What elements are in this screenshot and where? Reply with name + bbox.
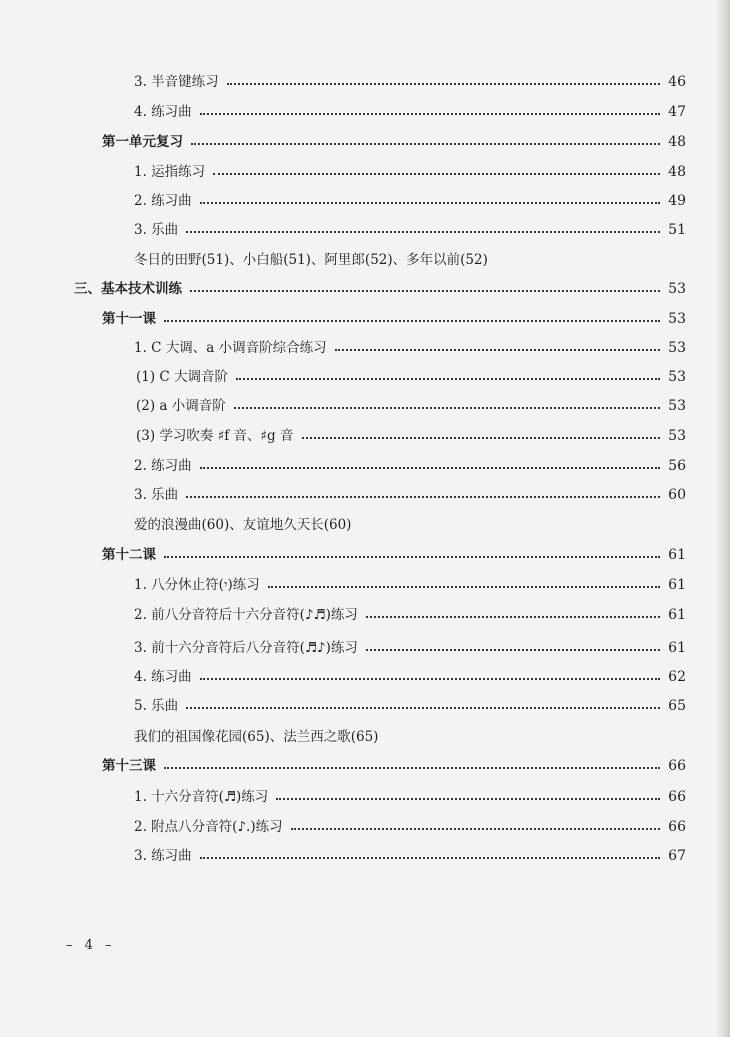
dot-leader [234,407,660,409]
dot-leader [291,828,660,830]
toc-entry-page: 53 [668,428,686,444]
dot-leader [164,767,660,769]
toc-section-entry[interactable] [102,131,686,153]
dot-leader [200,857,660,859]
dot-leader [302,437,661,439]
toc-entry-page: 61 [668,547,686,563]
dot-leader [366,616,660,618]
page-folio: – 4 – [66,938,116,953]
toc-chapter-entry[interactable] [74,278,686,300]
toc-entry[interactable] [134,337,686,359]
dot-leader [276,798,660,800]
toc-entry-label: 3. 乐曲 [134,222,179,238]
toc-entry[interactable] [134,484,686,506]
toc-entry-page: 60 [668,487,686,503]
toc-entry-label: 3. 乐曲 [134,487,179,503]
dot-leader [213,173,660,175]
toc-entry-label: 2. 练习曲 [134,193,192,209]
toc-entry-page: 49 [668,193,686,209]
page-spine-shadow [716,0,730,1037]
toc-entry-page: 66 [668,819,686,835]
toc-entry-page: 67 [668,848,686,864]
dot-leader [366,649,660,651]
toc-entry-page: 51 [668,222,686,238]
toc-entry-label: 3. 半音键练习 [134,74,219,90]
dot-leader [236,378,660,380]
toc-entry-page: 47 [668,104,686,120]
toc-entry-page: 48 [668,134,686,150]
toc-entry[interactable] [134,190,686,212]
toc-entry-label: 第十二课 [102,547,156,563]
toc-entry[interactable] [134,455,686,477]
toc-entry-label: 三、基本技术训练 [74,281,182,297]
dot-leader [191,143,660,145]
toc-entry[interactable] [134,786,686,808]
toc-entry-page: 53 [668,311,686,327]
toc-entry-label: (1) C 大调音阶 [136,369,229,385]
toc-entry-label: 5. 乐曲 [134,698,179,714]
toc-entry[interactable] [134,666,686,688]
toc-entry-page: 61 [668,640,686,656]
toc-entry-label: 2. 练习曲 [134,458,192,474]
dot-leader [335,349,660,351]
toc-entry-label: 2. 附点八分音符(♪.)练习 [134,819,283,835]
toc-entry-label: (3) 学习吹奏 ♯f 音、♯g 音 [136,428,294,444]
toc-section-entry[interactable] [102,308,686,330]
toc-entry[interactable] [134,845,686,867]
toc-entry-page: 66 [668,789,686,805]
dot-leader [200,202,660,204]
toc-entry[interactable] [134,637,686,659]
dot-leader [200,467,660,469]
dot-leader [227,83,660,85]
toc-entry-page: 61 [668,577,686,593]
toc-entry-label: 2. 前八分音符后十六分音符(♪♬)练习 [134,607,358,623]
toc-entry-label: 1. 十六分音符(♬)练习 [134,789,269,805]
toc-entry[interactable] [136,366,686,388]
toc-section-entry[interactable] [102,544,686,566]
toc-section-entry[interactable] [102,755,686,777]
toc-entry[interactable] [134,101,686,123]
dot-leader [186,231,660,233]
dot-leader [268,586,660,588]
dot-leader [190,290,660,292]
toc-entry-page: 46 [668,74,686,90]
toc-entry[interactable] [134,219,686,241]
toc-entry[interactable] [134,604,686,626]
toc-entry[interactable] [134,71,686,93]
toc-entry-page: 65 [668,698,686,714]
toc-entry[interactable] [134,816,686,838]
toc-entry-label: 3. 练习曲 [134,848,192,864]
toc-entry-page: 53 [668,398,686,414]
dot-leader [164,320,660,322]
toc-entry-label: (2) a 小调音阶 [136,398,226,414]
toc-entry[interactable] [134,695,686,717]
toc-entry[interactable] [134,161,686,183]
toc-entry[interactable] [134,574,686,596]
toc-entry-label: 第十一课 [102,311,156,327]
toc-entry-page: 53 [668,340,686,356]
toc-entry-page: 48 [668,164,686,180]
toc-piece-list: 我们的祖国像花园(65)、法兰西之歌(65) [134,729,379,745]
dot-leader [186,707,660,709]
toc-entry-page: 66 [668,758,686,774]
toc-entry-page: 62 [668,669,686,685]
toc-piece-list: 冬日的田野(51)、小白船(51)、阿里郎(52)、多年以前(52) [134,252,488,268]
toc-entry[interactable] [136,425,686,447]
toc-entry-label: 1. 八分休止符(𝄾)练习 [134,577,260,593]
toc-entry-label: 1. 运指练习 [134,164,206,180]
toc-entry-label: 第一单元复习 [102,134,183,150]
dot-leader [186,496,660,498]
toc-entry-label: 3. 前十六分音符后八分音符(♬♪)练习 [134,640,358,656]
toc-piece-list: 爱的浪漫曲(60)、友谊地久天长(60) [134,517,352,533]
toc-entry-page: 53 [668,281,686,297]
toc-entry-page: 56 [668,458,686,474]
dot-leader [164,556,660,558]
toc-entry-label: 4. 练习曲 [134,669,192,685]
toc-entry-label: 1. C 大调、a 小调音阶综合练习 [134,340,327,356]
toc-entry-label: 4. 练习曲 [134,104,192,120]
toc-entry-label: 第十三课 [102,758,156,774]
toc-entry-page: 61 [668,607,686,623]
toc-entry[interactable] [136,395,686,417]
dot-leader [200,113,660,115]
toc-entry-page: 53 [668,369,686,385]
dot-leader [200,678,660,680]
